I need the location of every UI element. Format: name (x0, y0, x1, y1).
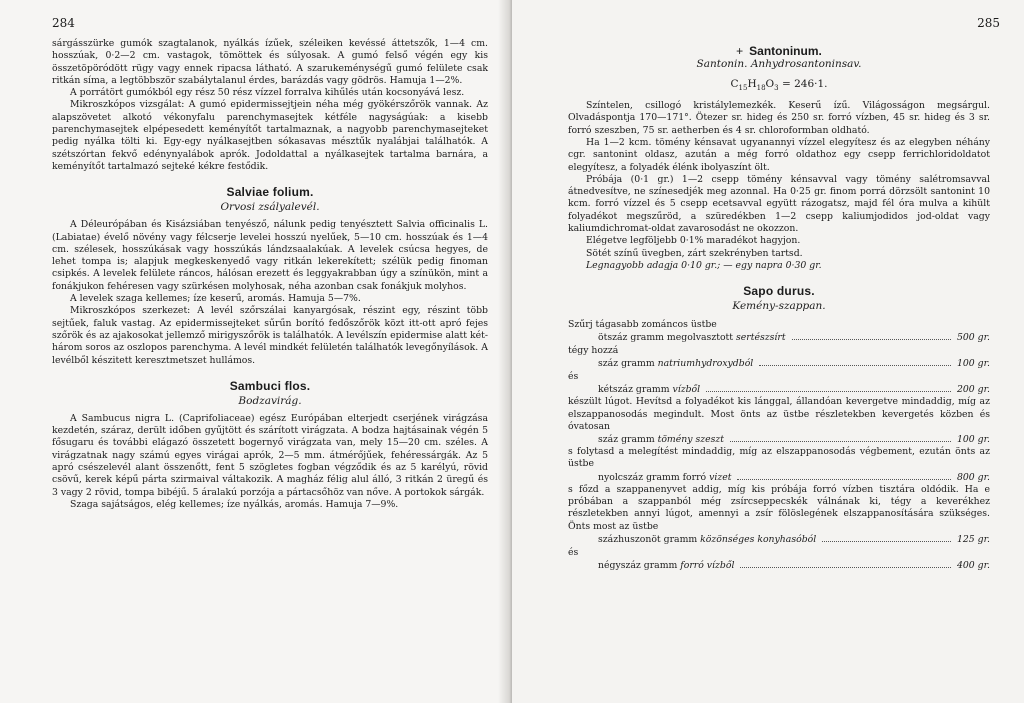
cross-mark-icon: + (736, 44, 744, 58)
right-page (512, 0, 1024, 703)
leader-dots (730, 440, 951, 442)
ingredient-row (568, 559, 990, 572)
ingredient-row (568, 433, 990, 446)
paragraph: Szaga sajátságos, elég kellemes; íze nyálkás, aromás. Hamuja 7—9%. (70, 498, 399, 510)
ingredient-text (598, 331, 786, 344)
formula-subscript: 3 (774, 84, 779, 93)
paragraph: s főzd a szappanenyvet addig, míg kis próbája forró vízben tisztára oldódik. Ha e próbában a szappanból még zsírcseppecskék válnának ki, tégy a keverékhez részletekben annyi lúgot, amennyi a zsír fölöslegének elszappanosítására szükséges. Önts most az üstbe (568, 483, 990, 532)
ingredient-text (598, 559, 734, 572)
ingredient-row (568, 533, 990, 546)
paragraph: s folytasd a melegítést mindaddig, míg az elszappanosodás végbement, ezután önts az üstbe (568, 446, 990, 470)
ingredient-quantity: kétszáz gramm (598, 384, 673, 396)
leader-dots (740, 566, 951, 568)
leader-dots (792, 338, 951, 340)
paragraph: sárgásszürke gumók szagtalanok, nyálkás ízűek, széleiken kevéssé áttetszők, 1—4 cm. hosszúak, 0·2—2 cm. vastagok, tömöttek és súlyosak. A gumó felső végén egy kis összetöpöródött rügy vagy ennek ripacsa látható. A szarukeménységű gumó felülete csak ritkán síma, a legtöbbször szabálytalanul érdes, barázdás vagy gödrös. Hamuja 1—2%. (52, 38, 488, 86)
paragraph: A Déleurópában és Kisázsiában tenyésző, nálunk pedig tenyésztett Salvia officinalis L. (Labiatae) évelő növény vagy félcserje levelei hosszú nyelűek, 5—10 cm. hosszúak és 1—4 cm. szélesek, hosszúkásak vagy hosszúkás lándzsaalakúak. A levelek csúcsa hegyes, de lehet tompa is; alapjuk megkeskenyedő vagy ritkán lekerekített; szélük pedig finoman csipkés. A levelek felülete ráncos, hálósan erezett és leggyakrabban úgy a színükön, mint a fonákjukon fehéresen vagy szürkésen molyhosak, néha azonban csak fonákjuk molyhos. (52, 219, 488, 292)
paragraph: Ha 1—2 kcm. tömény kénsavat ugyanannyi vízzel elegyítesz és az elegyben néhány cgr. santonint oldasz, azután a még forró oldathoz egy csepp ferrichloridoldatot elegyítesz, a folyadék élénk ibolyaszínt ölt. (568, 136, 990, 173)
formula-element: C (730, 78, 739, 90)
formula-element: H (747, 78, 757, 90)
ingredient-amount: 400 gr. (956, 559, 990, 571)
ingredient-amount: 125 gr. (956, 533, 990, 545)
leader-dots (822, 540, 951, 542)
paragraph: A Sambucus nigra L. (Caprifoliaceae) egész Európában elterjedt cserjének virágzása kezdetén, száraz, derült időben gyűjtött és szárított virágzata. A bodza hajtásainak végén 5 fősugaru és további elágazó összetett bogernyő virágzata van, mely 15—20 cm. széles. A virágzatnak nagy számú egyes virágai aprók, 2—5 mm. átmérőjűek, fehéressárgák. Az 5 apró csészelevél alant összenőtt, fent 5 szögletes fogban végződik és az 5 karélyú, rövid csövű, kerek képű párta szirmaival váltakozik. A magház félig alul álló, 3 ritkán 2 üregű és 3 vagy 2 rövid, tompa bibéjű. 5 áralakú porzója a pártacsőhöz van nőve. A portokok sárgák. (52, 412, 488, 498)
ingredient-name: közönséges konyhasóból (700, 533, 817, 545)
title-text: Santoninum. (749, 44, 822, 58)
left-page (0, 0, 510, 703)
section-subtitle-santoninum: Santonin. Anhydrosantoninsav. (696, 58, 862, 70)
section-subtitle-sapo: Kemény-szappan. (732, 300, 826, 313)
ingredient-name: natriumhydroxydból (657, 358, 754, 370)
formula-value: = 246·1. (778, 78, 828, 90)
recipe-line: és (568, 371, 579, 383)
page-number-right: 285 (977, 16, 1000, 30)
ingredient-quantity: száz gramm (598, 434, 658, 446)
formula-subscript: 15 (738, 84, 748, 93)
section-title-sambuci: Sambuci flos. (229, 378, 311, 393)
chemical-formula (568, 78, 990, 92)
ingredient-name: vizet (709, 471, 732, 483)
paragraph: Elégetve legföljebb 0·1% maradékot hagyjon. (586, 235, 801, 247)
section-title-salvia: Salviae folium. (226, 185, 314, 200)
dose-text: Legnagyobb adagja 0·10 gr.; — egy napra 0·30 gr. (586, 259, 822, 271)
paragraph: Mikroszkópos szerkezet: A levél szőrszálai kanyargósak, részint egy, részint több sejtűek, faluk vastag. Az epidermissejteket sűrűn borító fedőszőrök közt itt-ott apró fejes szőrök és az ajakosokat jellemző mirigyszőrök is találhatók. A levélszín epidermise alatt két-három soros az oszlopos parenchyma. A levél mindkét felületén találhatók levegőnyílások. A levélből készitett keresztmetszet hullámos. (52, 305, 488, 366)
page-number-left: 284 (52, 16, 75, 30)
ingredient-amount: 100 gr. (956, 434, 990, 446)
leader-dots (759, 364, 951, 366)
ingredient-name: sertészsírt (736, 332, 786, 344)
leader-dots (706, 390, 951, 392)
ingredient-amount: 500 gr. (956, 332, 990, 344)
paragraph: Próbája (0·1 gr.) 1—2 csepp tömény kénsavval vagy tömény salétromsavval átnedvesítve, ne színesedjék meg azonnal. Ha 0·25 gr. finom porrá dörzsölt santonint 10 kcm. forró vízzel és 5 csepp ecetsavval együtt rázogatsz, majd fél óra mulva a kihült folyadékot megszűröd, a szüredékben 1—2 csepp kaliumjodidos jod-oldat vagy kaliumdichromat-oldat zavarosodást ne okozzon. (568, 173, 990, 235)
ingredient-row (568, 383, 990, 396)
ingredient-text (598, 383, 700, 396)
paragraph: A levelek szaga kellemes; íze keserű, aromás. Hamuja 5—7%. (70, 293, 361, 305)
recipe-line: tégy hozzá (568, 345, 619, 357)
paragraph: Sötét színű üvegben, zárt szekrényben tartsd. (586, 247, 803, 259)
section-title-santoninum (568, 44, 990, 58)
ingredient-name: vízből (672, 384, 701, 396)
formula-subscript: 18 (756, 84, 766, 93)
ingredient-amount: 200 gr. (956, 384, 990, 396)
left-continuation (52, 38, 488, 173)
ingredient-quantity: ötszáz gramm megolvasztott (598, 332, 736, 344)
leader-dots (737, 478, 951, 480)
ingredient-text (598, 533, 816, 546)
ingredient-text (598, 433, 724, 446)
paragraph: A porrátört gumókból egy rész 50 rész vízzel forralva kihűlés után kocsonyává lesz. (70, 87, 465, 99)
ingredient-row (568, 357, 990, 370)
ingredient-row (568, 331, 990, 344)
ingredient-quantity: négyszáz gramm (598, 559, 681, 571)
dose-line (568, 260, 990, 272)
paragraph: készült lúgot. Hevítsd a folyadékot kis lánggal, állandóan kevergetve mindaddig, míg az elszappanosodás megindult. Most önts az üstbe részletekben kevergetés közben és óvatosan (568, 396, 990, 432)
section-subtitle-sambuci: Bodzavirág. (238, 394, 302, 407)
section-title-sapo: Sapo durus. (743, 284, 815, 299)
ingredient-text (598, 471, 731, 484)
formula-element: O (765, 78, 775, 90)
paragraph: Színtelen, csillogó kristálylemezkék. Keserű ízű. Világosságon megsárgul. Olvadáspontja 170—171°. Ötezer sr. hideg és 250 sr. forró vízben, 45 sr. hideg és 3 sr. forró szeszben, 75 sr. aetherben és 4 sr. chloroformban oldható. (568, 100, 990, 136)
ingredient-text (598, 357, 753, 370)
ingredient-quantity: százhuszonöt gramm (598, 533, 701, 545)
recipe-line: Szűrj tágasabb zománcos üstbe (568, 319, 717, 331)
section-subtitle-salvia: Orvosi zsályalevél. (220, 201, 320, 214)
ingredient-row (568, 471, 990, 484)
ingredient-name: forró vízből (680, 559, 735, 571)
ingredient-amount: 800 gr. (956, 471, 990, 483)
recipe-line: és (568, 546, 579, 558)
ingredient-amount: 100 gr. (956, 358, 990, 370)
ingredient-name: tömény szeszt (657, 434, 725, 446)
ingredient-quantity: nyolcszáz gramm forró (598, 471, 710, 483)
recipe (568, 318, 990, 572)
ingredient-quantity: száz gramm (598, 358, 658, 370)
paragraph: Mikroszkópos vizsgálat: A gumó epidermissejtjein néha még gyökérszőrök vannak. Az alapszövetet alkotó vékonyfalu parenchymasejtek kétféle nagyságúak: a kisebb parenchymasejtek elpépesedett keményítőt tartalmaznak, a nagyobb parenchymasejteket pedig nyálka tölti ki. Egy-egy nyálkasejtben sókasavas mésztűk nyalábjai találhatók. A szétszórtan fekvő edénynyalábok aprók. Jodoldattal a nyálkasejtek tartalma barnára, a keményítőt tartalmazó sejteké kékre festődik. (52, 99, 488, 172)
